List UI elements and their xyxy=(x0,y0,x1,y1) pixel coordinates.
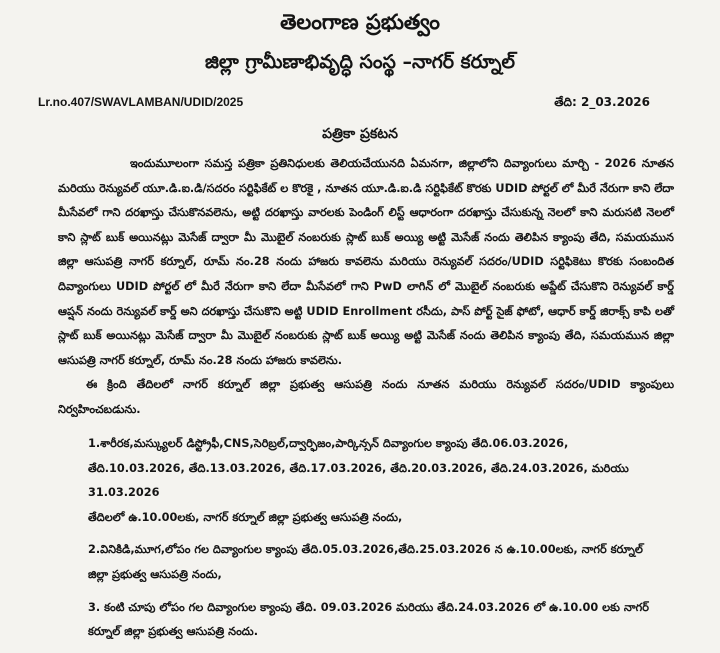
camp-item xyxy=(88,596,688,645)
camp-item-line: 3. కంటి చూపు లోపం గల దివ్యాంగుల క్యాంపు తేది. 09.03.2026 మరియు తేది.24.03.2026 లో ఉ.10.00 లకు నాగర్ xyxy=(88,600,649,614)
camp-item-line: జిల్లా ప్రభుత్వ ఆసుపత్రి నందు, xyxy=(88,567,222,581)
letter-date: తేది: 2_03.2026 xyxy=(554,95,650,109)
camp-item xyxy=(88,432,688,530)
body-text xyxy=(58,152,674,423)
agency-heading: జిల్లా గ్రామీణాభివృద్ధి సంస్థ –నాగర్ కర్నూల్ xyxy=(205,51,515,73)
camp-item-line: 1.శారీరక,మస్క్యులర్ డిస్ట్రోఫీ,CNS,సెరిబ్రల్,ద్వార్ఫిజం,పార్కిన్సన్ దివ్యాంగుల క్యాంపు తేది.06.03.2026, xyxy=(88,437,569,450)
camp-list xyxy=(88,432,688,653)
camp-item-line: తేది.10.03.2026, తేది.13.03.2026, తేది.17.03.2026, తేది.20.03.2026, తేది.24.03.2026, మరియు 31.03.2026 xyxy=(88,461,629,500)
camp-item xyxy=(88,538,688,587)
main-paragraph: ఇందుమూలంగా సమస్త పత్రికా ప్రతినిధులకు తెలియచేయునది ఏమనగా, జిల్లాలోని దివ్యాంగులు మార్చి - 2026 నూతన మరియు రెన్యువల్ యూ.డి.ఐ.డి/సదరం సర్టిఫికేట్ ల కొరకై , నూతన యూ.డి.ఐ.డి సర్టిఫికేట్ కొరకు UDID పోర్టల్ లో మీరే నేరుగా కాని లేదా మీసేవలో గాని దరఖాస్తు చేసుకొనవలెను, అట్టి దరఖాస్తు వారలకు పెండింగ్ లిస్ట్ ఆధారంగా దరఖాస్తు చేసుకున్న నెలలో కాని మరుసటి నెలలో కాని స్లాట్ బుక్ అయినట్లు మెసేజ్ ద్వారా మీ మొబైల్ నంబరుకు స్లాట్ బుక్ అయ్యి అట్టి మెసేజ్ నందు తెలిపిన క్యాంపు తేది, సమయమున జిల్లా ఆసుపత్రి నాగర్ కర్నూల్, రూమ్ నం.28 నందు హాజరు కావలెను మరియు రెన్యువల్ సదరం/UDID సర్టిఫికెటు కొరకు సంబందిత దివ్యాంగులు UDID పోర్టల్ లో మీరే నేరుగా కాని లేదా మీసేవలో గాని PwD లాగిన్ లో మొబైల్ నంబరుకు అప్డేట్ చేసుకొని రెన్యువల్ కార్డ్ ఆప్షన్ నందు రెన్యువల్ కార్డ్ అని దరఖాస్తు చేసుకొని అట్టి UDID Enrollment రసీదు, పాస్ పోర్ట్ సైజ్ ఫోటో, ఆధార్ కార్డ్ జిరాక్స్ కాపి లతో స్లాట్ బుక్ అయినట్లు మెసేజ్ ద్వారా మీ మొబైల్ నంబరుకు స్లాట్ బుక్ అయ్యి అట్టి మెసేజ్ నందు తెలిపిన క్యాంపు తేది, సమయమున జిల్లా ఆసుపత్రి నాగర్ కర్నూల్, రూమ్ నం.28 నందు హాజరు కావలెను. xyxy=(58,157,674,367)
government-heading: తెలంగాణ ప్రభుత్వం xyxy=(280,10,440,34)
press-release-title: పత్రికా ప్రకటన xyxy=(322,126,398,142)
camp-item-line: 2.వినికిడి,మూగ,లోపం గల దివ్యాంగుల క్యాంపు తేది.05.03.2026,తేది.25.03.2026 న ఉ.10.00లకు, నాగర్ కర్నూల్ xyxy=(88,543,643,557)
camp-item-line: కర్నూల్ జిల్లా ప్రభుత్వ ఆసుపత్రి నందు. xyxy=(88,625,258,639)
reference-number: Lr.no.407/SWAVLAMBAN/UDID/2025 xyxy=(38,95,244,109)
schedule-intro-paragraph: ఈ క్రింది తేదిలలో నాగర్ కర్నూల్ జిల్లా ప్రభుత్వ ఆసుపత్రి నందు నూతన మరియు రెన్యువల్ సదరం/UDID క్యాంపులు నిర్వహించబడును. xyxy=(58,378,674,416)
camp-item-line: తేదిలలో ఉ.10.00లకు, నాగర్ కర్నూల్ జిల్లా ప్రభుత్వ ఆసుపత్రి నందు, xyxy=(88,510,403,524)
